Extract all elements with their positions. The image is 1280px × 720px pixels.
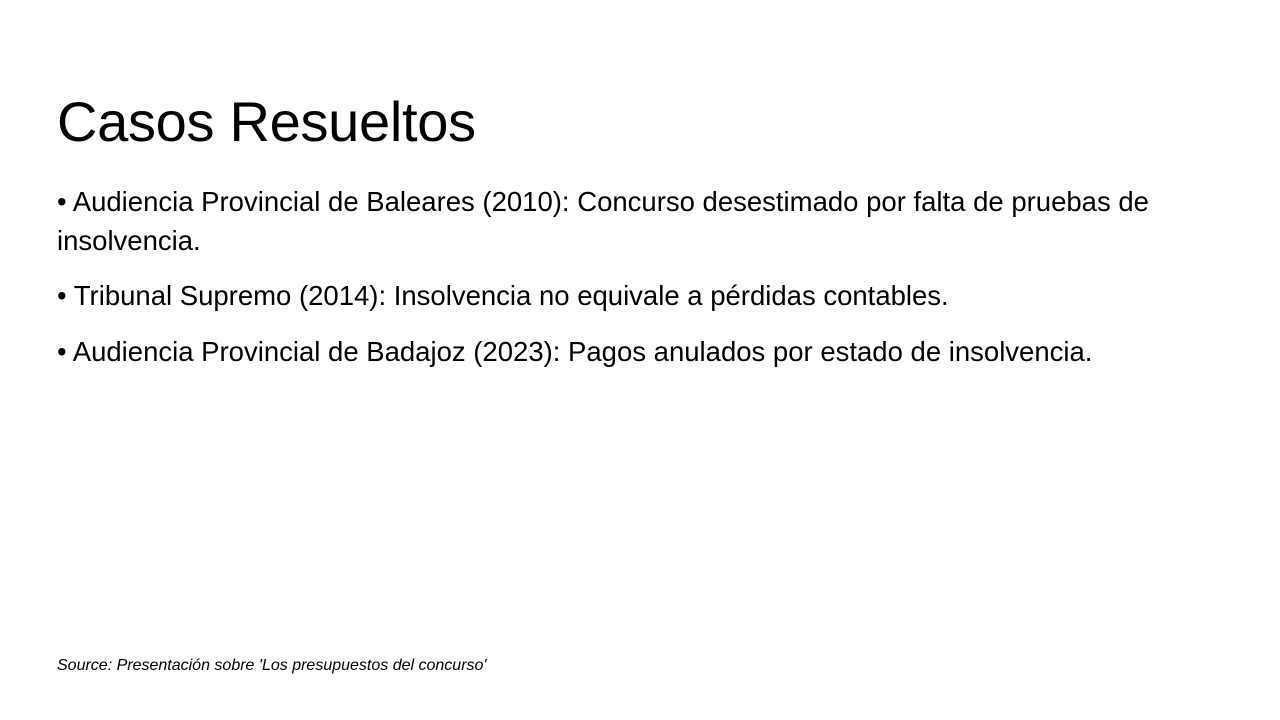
- list-item: • Audiencia Provincial de Badajoz (2023): Pagos anulados por estado de insolvencia.: [57, 335, 1093, 367]
- source-citation: Source: Presentación sobre 'Los presupuestos del concurso': [57, 657, 487, 674]
- list-item: • Audiencia Provincial de Baleares (2010): Concurso desestimado por falta de pruebas de insolvencia.: [57, 186, 1149, 256]
- page-title: Casos Resueltos: [57, 89, 476, 153]
- list-item: • Tribunal Supremo (2014): Insolvencia no equivale a pérdidas contables.: [57, 280, 949, 311]
- bullet-list: [57, 183, 1217, 371]
